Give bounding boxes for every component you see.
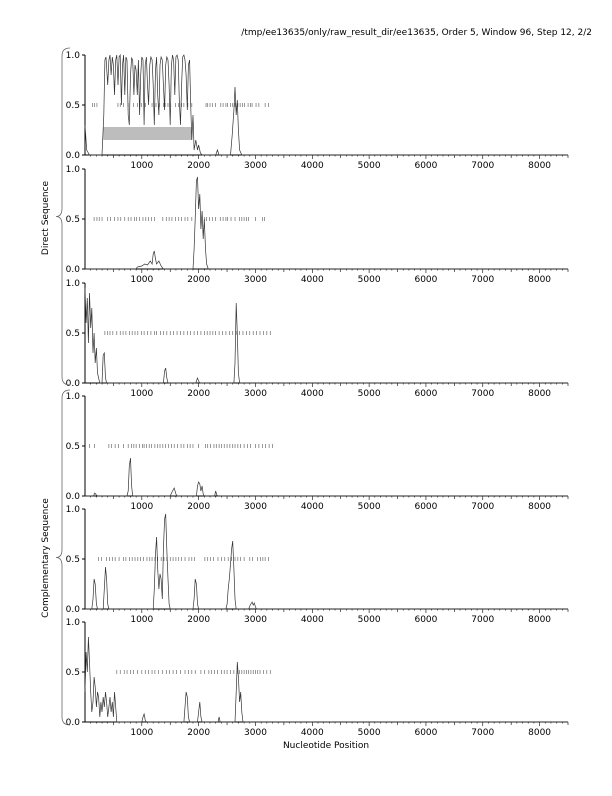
panel-5-x-tick-label: 5000 xyxy=(357,615,381,625)
panel-2-x-tick-label: 5000 xyxy=(357,275,381,285)
panel-3-series-line xyxy=(85,288,568,383)
panel-2-y-tick-label: 1.0 xyxy=(65,165,80,175)
panel-4-y-tick-label: 0.5 xyxy=(65,442,80,452)
panel-2-x-tick-label: 8000 xyxy=(528,275,552,285)
panel-3-x-tick-label: 7000 xyxy=(471,389,495,399)
panel-2-x-tick-label: 1000 xyxy=(130,275,154,285)
panel-1-shaded-region xyxy=(103,127,192,140)
panel-2-series-line xyxy=(85,177,568,269)
panel-4-series-line xyxy=(85,458,568,496)
panel-6-x-tick-label: 7000 xyxy=(471,728,495,738)
panel-3-y-tick-label: 1.0 xyxy=(65,279,80,289)
panel-6-x-tick-label: 6000 xyxy=(414,728,438,738)
panel-5-y-tick-label: 0.0 xyxy=(65,605,80,615)
panel-1-x-tick-label: 1000 xyxy=(130,161,154,171)
panel-4-x-tick-label: 8000 xyxy=(528,502,552,512)
panel-4-x-tick-label: 3000 xyxy=(244,502,267,512)
panel-4-x-tick-label: 2000 xyxy=(187,502,211,512)
panel-5-x-tick-label: 2000 xyxy=(187,615,211,625)
panel-2-y-tick-label: 0.5 xyxy=(65,215,80,225)
panel-1-x-tick-label: 2000 xyxy=(187,161,211,171)
panel-5-x-tick-label: 6000 xyxy=(414,615,438,625)
panel-1-x-tick-label: 7000 xyxy=(471,161,495,171)
panel-6-x-tick-label: 3000 xyxy=(244,728,267,738)
panel-3-y-tick-label: 0.0 xyxy=(65,379,80,389)
panel-6-x-tick-label: 5000 xyxy=(357,728,381,738)
panel-1-y-tick-label: 1.0 xyxy=(65,51,80,61)
panel-3-x-tick-label: 1000 xyxy=(130,389,154,399)
panel-1-x-tick-label: 5000 xyxy=(357,161,381,171)
panel-3-x-tick-label: 3000 xyxy=(244,389,267,399)
panel-4-y-tick-label: 1.0 xyxy=(65,392,80,402)
panel-5-x-tick-label: 7000 xyxy=(471,615,495,625)
complementary-sequence-label: Complementary Sequence xyxy=(41,498,51,618)
panel-5-x-tick-label: 8000 xyxy=(528,615,552,625)
panel-5-y-tick-label: 1.0 xyxy=(65,505,80,515)
panel-5-y-tick-label: 0.5 xyxy=(65,555,80,565)
panel-2-x-tick-label: 2000 xyxy=(187,275,211,285)
panel-3-x-tick-label: 8000 xyxy=(528,389,552,399)
panel-3-x-tick-label: 6000 xyxy=(414,389,438,399)
panel-2-x-tick-label: 6000 xyxy=(414,275,438,285)
panel-4-y-tick-label: 0.0 xyxy=(65,492,80,502)
panel-2-x-tick-label: 3000 xyxy=(244,275,267,285)
panel-6-y-tick-label: 0.0 xyxy=(65,718,80,728)
panel-5-x-tick-label: 4000 xyxy=(300,615,324,625)
panel-5-series-line xyxy=(85,514,568,609)
panel-2-y-tick-label: 0.0 xyxy=(65,265,80,275)
panel-6-y-tick-label: 1.0 xyxy=(65,618,80,628)
x-axis-label: Nucleotide Position xyxy=(282,741,370,751)
panel-5-x-tick-label: 3000 xyxy=(244,615,267,625)
panel-5-x-tick-label: 1000 xyxy=(130,615,154,625)
panel-1-x-tick-label: 8000 xyxy=(528,161,552,171)
panel-6-x-tick-label: 8000 xyxy=(528,728,552,738)
panel-4-x-tick-label: 4000 xyxy=(300,502,324,512)
panel-6-series-line xyxy=(85,637,568,722)
panel-4-x-tick-label: 6000 xyxy=(414,502,438,512)
direct-sequence-label: Direct Sequence xyxy=(41,180,51,256)
panel-4-x-tick-label: 7000 xyxy=(471,502,495,512)
panel-3-y-tick-label: 0.5 xyxy=(65,329,80,339)
panel-3-x-tick-label: 5000 xyxy=(357,389,381,399)
panel-6-x-tick-label: 1000 xyxy=(130,728,154,738)
panel-1-y-tick-label: 0.0 xyxy=(65,151,80,161)
panel-1-x-tick-label: 3000 xyxy=(244,161,267,171)
panel-6-x-tick-label: 4000 xyxy=(300,728,324,738)
header-title: /tmp/ee13635/only/raw_result_dir/ee13635, Order 5, Window 96, Step 12, 2/2 xyxy=(241,28,592,38)
panel-4-x-tick-label: 5000 xyxy=(357,502,381,512)
panel-4-x-tick-label: 1000 xyxy=(130,502,154,512)
panel-1-y-tick-label: 0.5 xyxy=(65,101,80,111)
panel-6-y-tick-label: 0.5 xyxy=(65,668,80,678)
panel-2-x-tick-label: 4000 xyxy=(300,275,324,285)
panel-2-x-tick-label: 7000 xyxy=(471,275,495,285)
panel-3-x-tick-label: 4000 xyxy=(300,389,324,399)
panel-6-x-tick-label: 2000 xyxy=(187,728,211,738)
panel-1-x-tick-label: 6000 xyxy=(414,161,438,171)
panel-3-x-tick-label: 2000 xyxy=(187,389,211,399)
panel-1-x-tick-label: 4000 xyxy=(300,161,324,171)
